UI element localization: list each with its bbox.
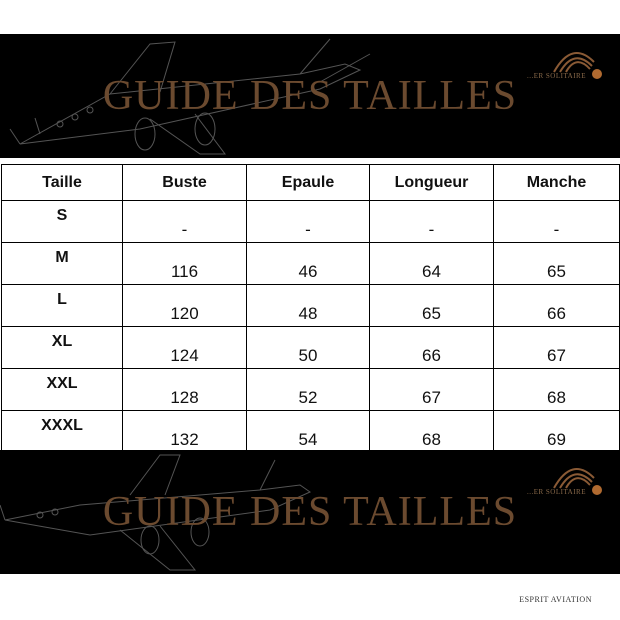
value-cell: 66 bbox=[494, 285, 620, 327]
size-cell: L bbox=[2, 285, 123, 327]
value-cell: 65 bbox=[370, 285, 494, 327]
value-cell: 124 bbox=[123, 327, 247, 369]
table-row bbox=[2, 243, 620, 285]
value-cell: 54 bbox=[247, 411, 370, 453]
banner-title: GUIDE DES TAILLES bbox=[102, 489, 518, 535]
value-cell: 132 bbox=[123, 411, 247, 453]
table-row bbox=[2, 327, 620, 369]
value-cell: - bbox=[370, 201, 494, 243]
size-cell: XXL bbox=[2, 369, 123, 411]
value-cell: 68 bbox=[494, 369, 620, 411]
logo-text: ...ER SOLITAIRE bbox=[526, 72, 586, 80]
value-cell: 48 bbox=[247, 285, 370, 327]
value-cell: 120 bbox=[123, 285, 247, 327]
size-cell: M bbox=[2, 243, 123, 285]
value-cell: 50 bbox=[247, 327, 370, 369]
logo-text: ...ER SOLITAIRE bbox=[526, 488, 586, 496]
table-row bbox=[2, 411, 620, 453]
value-cell: 64 bbox=[370, 243, 494, 285]
value-cell: - bbox=[123, 201, 247, 243]
table-row bbox=[2, 285, 620, 327]
header-manche: Manche bbox=[494, 165, 620, 201]
value-cell: - bbox=[247, 201, 370, 243]
size-cell: XXXL bbox=[2, 411, 123, 453]
value-cell: 46 bbox=[247, 243, 370, 285]
table-row bbox=[2, 369, 620, 411]
brand-logo bbox=[520, 460, 610, 500]
value-cell: 65 bbox=[494, 243, 620, 285]
header-epaule: Epaule bbox=[247, 165, 370, 201]
logo-mark-icon bbox=[592, 69, 602, 79]
size-table bbox=[1, 164, 620, 495]
table-header-row bbox=[2, 165, 620, 201]
value-cell: 128 bbox=[123, 369, 247, 411]
logo-mark-icon bbox=[592, 485, 602, 495]
wing-logo-icon bbox=[552, 460, 596, 490]
top-banner bbox=[0, 34, 620, 158]
table-row bbox=[2, 201, 620, 243]
value-cell: 116 bbox=[123, 243, 247, 285]
bottom-banner bbox=[0, 450, 620, 574]
banner-title: GUIDE DES TAILLES bbox=[102, 73, 518, 119]
value-cell: 66 bbox=[370, 327, 494, 369]
size-table-container bbox=[1, 164, 619, 495]
footer-brand: ESPRIT AVIATION bbox=[519, 595, 592, 604]
value-cell: 52 bbox=[247, 369, 370, 411]
brand-logo bbox=[520, 44, 610, 84]
size-cell: XL bbox=[2, 327, 123, 369]
value-cell: 67 bbox=[370, 369, 494, 411]
value-cell: 67 bbox=[494, 327, 620, 369]
value-cell: 69 bbox=[494, 411, 620, 453]
header-longueur: Longueur bbox=[370, 165, 494, 201]
value-cell: - bbox=[494, 201, 620, 243]
header-buste: Buste bbox=[123, 165, 247, 201]
size-cell: S bbox=[2, 201, 123, 243]
value-cell: 68 bbox=[370, 411, 494, 453]
header-taille: Taille bbox=[2, 165, 123, 201]
wing-logo-icon bbox=[552, 44, 596, 74]
